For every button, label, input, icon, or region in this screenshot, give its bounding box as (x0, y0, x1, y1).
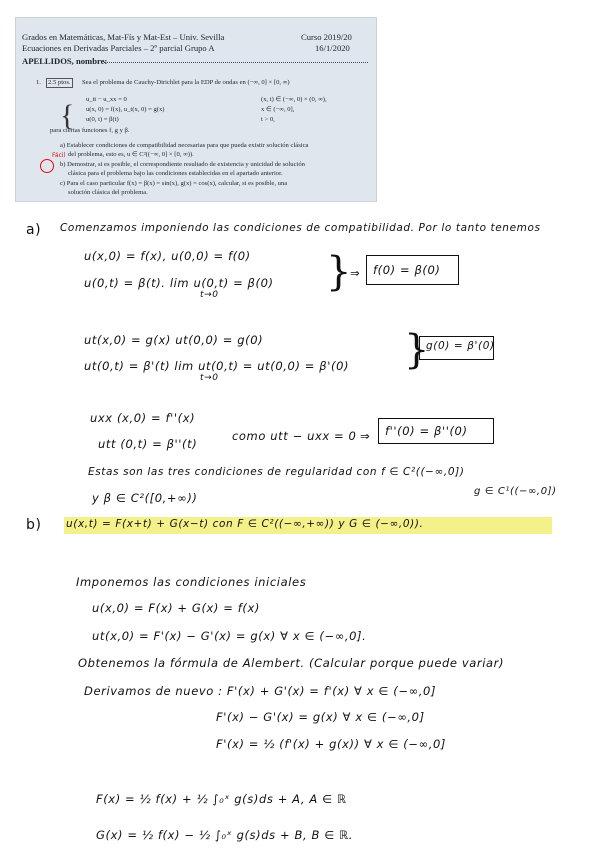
a-arrow-3: ⇒ (360, 429, 371, 443)
a-line-4: ut(0,t) = β'(t) lim ut(0,t) = ut(0,0) = β'(0) (84, 359, 350, 373)
item-b-line2: clásica para el problema bajo las condiciones establecidas en el apartado anterior. (68, 170, 283, 177)
exam-course: Curso 2019/20 (301, 32, 352, 42)
exam-statement-photo (15, 17, 377, 202)
exam-date: 16/1/2020 (315, 43, 350, 53)
exam-title-line2: Ecuaciones en Derivadas Parciales – 2º parcial Grupo A (22, 43, 215, 53)
a-line-6: utt (0,t) = β''(t) (98, 437, 198, 451)
name-dotted-line (104, 56, 368, 63)
b-line-6: F'(x) − G'(x) = g(x) ∀ x ∈ (−∞,0] (216, 710, 425, 724)
b-line-1: Imponemos las condiciones iniciales (76, 575, 307, 589)
a-boxed-condition-3: f''(0) = β''(0) (378, 418, 494, 444)
system-eq3-lhs: u(0, t) = β(t) (86, 116, 119, 123)
item-c-line2: solución clásica del problema. (68, 189, 148, 196)
b-line-9: G(x) = ½ f(x) − ½ ∫₀ˣ g(s)ds + B, B ∈ ℝ. (96, 828, 354, 842)
item-b-line1: b) Demostrar, si es posible, el correspondiente resultado de existencia y unicidad de solución (60, 161, 305, 168)
system-eq1-rhs: (x, t) ∈ (−∞, 0) × (0, ∞), (261, 96, 327, 103)
b-line-4: Obtenemos la fórmula de Alembert. (Calcular porque puede variar) (78, 656, 505, 670)
a-line-2-limit-sub: t→0 (200, 290, 219, 300)
b-line-7: F'(x) = ½ (f'(x) + g(x)) ∀ x ∈ (−∞,0] (216, 737, 446, 751)
a-line-2: u(0,t) = β(t). lim u(0,t) = β(0) (84, 276, 274, 290)
a-line-7: Estas son las tres condiciones de regularidad con f ∈ C²((−∞,0]) (88, 466, 465, 478)
part-a-intro: Comenzamos imponiendo las condiciones de compatibilidad. Por lo tanto tenemos (60, 222, 541, 234)
b-highlighted-formula: u(x,t) = F(x+t) + G(x−t) con F ∈ C²((−∞,+∞)) y G ∈ (−∞,0)). (66, 518, 424, 530)
b-line-2: u(x,0) = F(x) + G(x) = f(x) (92, 601, 260, 615)
a-line-8-right: g ∈ C¹((−∞,0]) (474, 486, 557, 497)
system-eq3-rhs: t > 0, (261, 116, 275, 123)
item-a-line1: a) Establecer condiciones de compatibilidad necesarias para que pueda existir solución clásica (60, 142, 309, 149)
a-line-1: u(x,0) = f(x), u(0,0) = f(0) (84, 249, 251, 263)
a-line-6-compat: como utt − uxx = 0 (232, 429, 357, 443)
system-eq1-lhs: u_tt − u_xx = 0 (86, 96, 127, 103)
a-line-4-limit-sub: t→0 (200, 373, 219, 383)
question-number: 1. (36, 79, 41, 86)
system-eq2-rhs: x ∈ (−∞, 0], (261, 106, 295, 113)
question-points: 2.5 ptos. (48, 79, 71, 86)
part-b-label: b) (26, 517, 42, 533)
red-handwritten-note: Fácil (52, 152, 66, 159)
functions-text: para ciertas funciones f, g y β. (50, 127, 130, 134)
system-eq2-lhs: u(x, 0) = f(x), u_t(x, 0) = g(x) (86, 106, 165, 113)
item-a-line2: del problema, esto es, u ∈ C²((−∞, 0] × [0, ∞)). (68, 151, 194, 158)
a-brace-1: } (326, 249, 352, 295)
b-line-3: ut(x,0) = F'(x) − G'(x) = g(x) ∀ x ∈ (−∞,0]. (92, 629, 367, 643)
system-brace: { (60, 99, 75, 132)
exam-name-label: APELLIDOS, nombre: (22, 56, 108, 66)
b-line-8: F(x) = ½ f(x) + ½ ∫₀ˣ g(s)ds + A, A ∈ ℝ (96, 792, 347, 806)
question-text: Sea el problema de Cauchy-Dirichlet para la EDP de ondas en (−∞, 0] × [0, ∞) (82, 79, 290, 86)
a-line-5: uxx (x,0) = f''(x) (90, 411, 196, 425)
a-arrow-1: ⇒ (350, 266, 361, 280)
part-a-label: a) (26, 222, 42, 238)
red-circle-mark (40, 159, 54, 173)
a-line-8: y β ∈ C²([0,+∞)) (92, 491, 198, 505)
a-line-3: ut(x,0) = g(x) ut(0,0) = g(0) (84, 333, 264, 347)
a-boxed-condition-2: g(0) = β'(0) (419, 336, 494, 360)
a-brace-2: } (404, 327, 430, 373)
a-boxed-condition-1: f(0) = β(0) (366, 255, 459, 285)
b-line-5: Derivamos de nuevo : F'(x) + G'(x) = f'(x) ∀ x ∈ (−∞,0] (84, 684, 437, 698)
item-c-line1: c) Para el caso particular f(x) = β(x) = sin(x), g(x) = cos(x), calcular, si es posible, una (60, 180, 288, 187)
exam-title-line1: Grados en Matemáticas, Mat-Fís y Mat-Est – Univ. Sevilla (22, 32, 225, 42)
